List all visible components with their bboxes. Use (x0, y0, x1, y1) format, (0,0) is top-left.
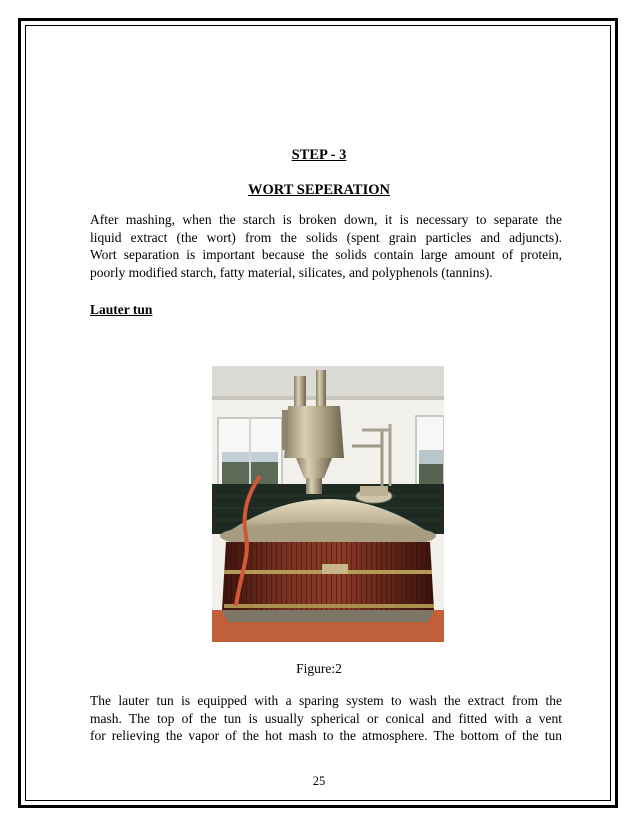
paragraph-line: liquid extract (the wort) from the solids (spent grain particles and adjuncts). (90, 229, 562, 245)
paragraph-line: The lauter tun is equipped with a sparing system to wash the extract from the (90, 693, 562, 708)
subsection-title: Lauter tun (90, 302, 153, 317)
paragraph-line: mash. The top of the tun is usually spherical or conical and fitted with a vent (90, 710, 562, 726)
step-heading: STEP - 3 (291, 147, 347, 163)
section-title: WORT SEPERATION (248, 182, 390, 198)
paragraph-line: After mashing, when the starch is broken down, it is necessary to separate the (90, 212, 562, 227)
paragraph-line: poorly modified starch, fatty material, silicates, and polyphenols (tannins). (90, 264, 493, 280)
intro-paragraph (90, 211, 562, 281)
figure-caption: Figure:2 (296, 661, 342, 676)
lauter-tun-illustration (212, 366, 444, 642)
paragraph-line: Wort separation is important because the solids contain large amount of protein, (90, 247, 562, 262)
page-number: 25 (312, 774, 326, 788)
lauter-tun-photo (212, 366, 444, 642)
body-paragraph (90, 692, 562, 745)
paragraph-line: for relieving the vapor of the hot mash to the atmosphere. The bottom of the tun (90, 728, 562, 743)
